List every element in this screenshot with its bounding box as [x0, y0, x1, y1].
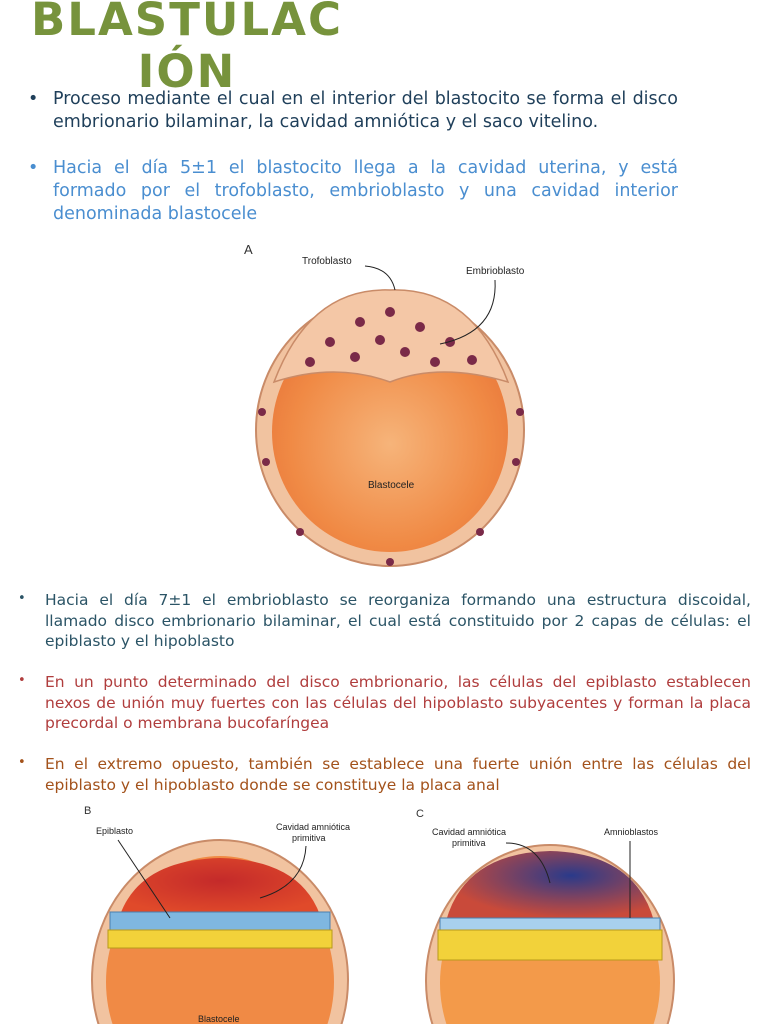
blastocyst-illustration: [240, 232, 542, 568]
bullet-dot: •: [18, 673, 26, 688]
label-trofoblasto: Trofoblasto: [302, 256, 352, 267]
bullet-text: Proceso mediante el cual en el interior del blastocito se forma el disco embrionario bilaminar, la cavidad amniótica y el saco vitelino.: [53, 89, 678, 132]
bullet-item: [18, 590, 751, 652]
bullet-text: En el extremo opuesto, también se establece una fuerte unión entre las células del epiblasto y el hipoblasto donde se constituye la placa anal: [45, 755, 751, 794]
bullet-item: [18, 754, 751, 795]
bullet-text: En un punto determinado del disco embrionario, las células del epiblasto establecen nexos de unión muy fuertes con las células del hipoblasto subyacentes y forman la placa precordal o membrana bucofaríngea: [45, 673, 751, 732]
figure-blastocyst: [240, 232, 542, 568]
hypoblast-layer: [438, 930, 662, 960]
amnion-illustration: [410, 803, 690, 1024]
figure-letter: B: [84, 805, 92, 817]
label-blastocele: Blastocele: [198, 1014, 240, 1024]
bullet-item: [18, 672, 751, 734]
bilaminar-disc-illustration: [80, 800, 357, 1024]
label-blastocele: Blastocele: [368, 480, 415, 491]
label-cavidad-amniotica: Cavidad amniótica: [276, 822, 351, 832]
figure-letter: C: [416, 808, 424, 820]
label-embrioblasto: Embrioblasto: [466, 266, 525, 277]
page-title: [22, 0, 352, 98]
amniotic-cavity: [446, 851, 654, 921]
label-amnioblastos: Amnioblastos: [604, 827, 659, 837]
bullet-dot: •: [28, 158, 39, 178]
bullet-dot: •: [18, 755, 26, 770]
bullet-text: Hacia el día 5±1 el blastocito llega a la cavidad uterina, y está formado por el trofoblasto, embrioblasto y una cavidad interior denominada blastocele: [53, 158, 678, 224]
label-cavidad-amniotica: Cavidad amniótica: [432, 827, 507, 837]
label-primitiva: primitiva: [292, 833, 326, 843]
epiblast-layer: [440, 918, 660, 930]
hypoblast-layer: [108, 930, 332, 948]
label-epiblasto: Epiblasto: [96, 826, 134, 836]
title-line-2: IÓN: [137, 45, 237, 98]
embryoblast-mass: [274, 290, 508, 382]
bullet-item: [28, 88, 678, 134]
title-line-1: BLASTULAC: [31, 0, 343, 46]
bullet-dot: •: [28, 89, 39, 109]
bullet-text: Hacia el día 7±1 el embrioblasto se reorganiza formando una estructura discoidal, llamado disco embrionario bilaminar, el cual está constituido por 2 capas de células: el epiblasto y el hipoblasto: [45, 591, 751, 650]
figure-bilaminar-disc-b: [80, 800, 357, 1024]
bullet-dot: •: [18, 591, 26, 606]
bullet-item: [28, 157, 678, 226]
epiblast-layer: [110, 912, 330, 930]
figure-bilaminar-disc-c: [410, 803, 690, 1024]
figure-letter: A: [244, 242, 253, 257]
label-primitiva: primitiva: [452, 838, 486, 848]
top-bullet-list: [28, 88, 678, 249]
pointer-line: [365, 266, 395, 290]
bottom-bullet-list: [18, 590, 751, 816]
